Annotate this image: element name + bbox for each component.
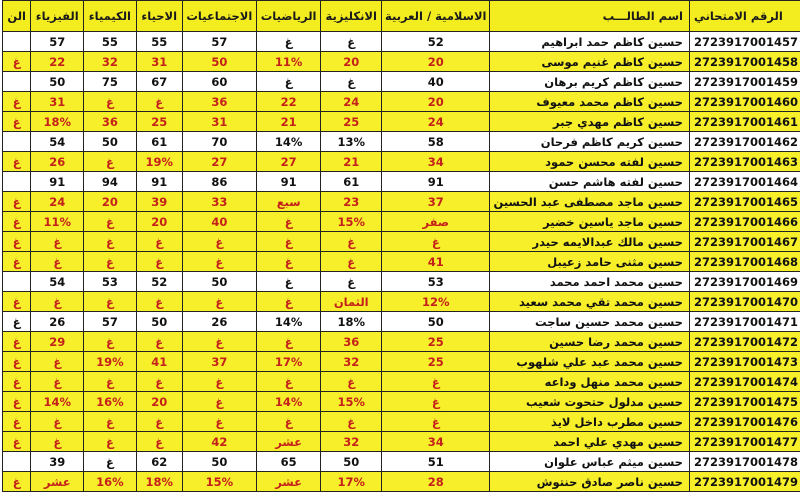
grade-cell: 50: [182, 452, 256, 472]
grade-cell: 58: [382, 132, 490, 152]
grade-cell: 31: [31, 92, 84, 112]
exam-number-cell: 2723917001473: [689, 352, 800, 372]
grade-cell: 25: [382, 352, 490, 372]
grade-cell: 15%: [321, 392, 382, 412]
grade-cell: غ: [382, 232, 490, 252]
grade-cell: غ: [382, 392, 490, 412]
student-name-cell: حسين محمد احمد محمد: [490, 272, 689, 292]
grade-cell: 41: [136, 352, 182, 372]
table-row: [3, 172, 800, 192]
grade-cell: غ: [182, 412, 256, 432]
exam-number-cell: 2723917001477: [689, 432, 800, 452]
exam-number-cell: 2723917001475: [689, 392, 800, 412]
grade-cell: 25: [136, 112, 182, 132]
header-cell: الن: [3, 1, 31, 32]
grade-cell: 54: [31, 132, 84, 152]
grade-cell: 54: [31, 272, 84, 292]
exam-number-cell: 2723917001462: [689, 132, 800, 152]
grade-cell: 14%: [256, 392, 321, 412]
grade-cell: غ: [84, 152, 136, 172]
grade-cell: 37: [382, 192, 490, 212]
exam-number-cell: 2723917001469: [689, 272, 800, 292]
grade-cell: غ: [256, 332, 321, 352]
grade-cell: غ: [136, 412, 182, 432]
grade-cell: 55: [136, 32, 182, 52]
student-name-cell: حسين ماجد ياسين خضير: [490, 212, 689, 232]
grade-cell: 70: [182, 132, 256, 152]
grade-cell: [3, 72, 31, 92]
grade-cell: 16%: [84, 392, 136, 412]
grade-cell: 13%: [321, 132, 382, 152]
grade-cell: غ: [321, 272, 382, 292]
exam-number-cell: 2723917001460: [689, 92, 800, 112]
grade-cell: غ: [84, 332, 136, 352]
grade-cell: غ: [256, 212, 321, 232]
exam-number-cell: 2723917001459: [689, 72, 800, 92]
grade-cell: 91: [382, 172, 490, 192]
grade-cell: غ: [3, 352, 31, 372]
student-name-cell: حسين مطرب داخل لايذ: [490, 412, 689, 432]
student-name-cell: حسين محمد عبد علي شلهوب: [490, 352, 689, 372]
student-name-cell: حسين كاظم كريم برهان: [490, 72, 689, 92]
grade-cell: 20: [382, 52, 490, 72]
grade-cell: 23: [321, 192, 382, 212]
grade-cell: غ: [3, 372, 31, 392]
table-row: [3, 332, 800, 352]
grade-cell: 25: [321, 112, 382, 132]
grade-cell: غ: [31, 412, 84, 432]
grade-cell: 62: [136, 452, 182, 472]
student-name-cell: حسين ماجد مصطفى عبد الحسين: [490, 192, 689, 212]
grade-cell: غ: [3, 472, 31, 492]
grade-cell: غ: [136, 252, 182, 272]
grade-cell: 17%: [256, 352, 321, 372]
grade-cell: غ: [3, 432, 31, 452]
grade-cell: 37: [182, 352, 256, 372]
grade-cell: 91: [256, 172, 321, 192]
header-cell: الاجتماعيات: [182, 1, 256, 32]
grade-cell: 50: [84, 132, 136, 152]
grade-cell: 15%: [321, 212, 382, 232]
grade-cell: 32: [84, 52, 136, 72]
grade-cell: 19%: [136, 152, 182, 172]
student-name-cell: حسين محمد حسين ساجت: [490, 312, 689, 332]
grade-cell: غ: [3, 232, 31, 252]
grade-cell: 32: [321, 432, 382, 452]
grade-cell: غ: [84, 432, 136, 452]
grade-cell: غ: [321, 412, 382, 432]
exam-number-cell: 2723917001474: [689, 372, 800, 392]
grade-cell: 50: [321, 452, 382, 472]
grade-cell: 22: [256, 92, 321, 112]
grade-cell: 18%: [321, 312, 382, 332]
grade-cell: غ: [182, 332, 256, 352]
table-row: [3, 352, 800, 372]
grade-cell: غ: [3, 192, 31, 212]
grade-cell: غ: [182, 252, 256, 272]
grade-cell: 14%: [256, 132, 321, 152]
grade-cell: 33: [182, 192, 256, 212]
exam-number-cell: 2723917001461: [689, 112, 800, 132]
exam-number-cell: 2723917001470: [689, 292, 800, 312]
grade-cell: غ: [136, 92, 182, 112]
grade-cell: 91: [136, 172, 182, 192]
student-name-cell: حسين لفته هاشم حسن: [490, 172, 689, 192]
student-name-cell: حسين كاظم محمد معيوف: [490, 92, 689, 112]
grade-cell: غ: [3, 312, 31, 332]
table-row: [3, 232, 800, 252]
grade-cell: 19%: [84, 352, 136, 372]
student-name-cell: حسين مهدي علي احمد: [490, 432, 689, 452]
table-row: [3, 52, 800, 72]
table-row: [3, 212, 800, 232]
grade-cell: غ: [31, 432, 84, 452]
grade-cell: غ: [321, 72, 382, 92]
grade-cell: غ: [321, 32, 382, 52]
exam-number-cell: 2723917001479: [689, 472, 800, 492]
table-row: [3, 472, 800, 492]
grade-cell: غ: [256, 412, 321, 432]
student-name-cell: حسين مدلول حتحوت شعيب: [490, 392, 689, 412]
grade-cell: 26: [31, 152, 84, 172]
grade-cell: 50: [31, 72, 84, 92]
exam-number-cell: 2723917001465: [689, 192, 800, 212]
grade-cell: 29: [31, 332, 84, 352]
table-row: [3, 132, 800, 152]
header-cell: الكيمياء: [84, 1, 136, 32]
grade-cell: غ: [321, 232, 382, 252]
table-row: [3, 412, 800, 432]
grade-cell: 28: [382, 472, 490, 492]
grade-cell: 52: [136, 272, 182, 292]
grade-cell: 55: [84, 32, 136, 52]
grade-cell: غ: [256, 292, 321, 312]
grade-cell: 36: [84, 112, 136, 132]
grade-cell: غ: [256, 272, 321, 292]
grade-cell: غ: [321, 372, 382, 392]
grade-cell: غ: [31, 232, 84, 252]
table-row: [3, 112, 800, 132]
grade-cell: 20: [84, 192, 136, 212]
grade-cell: غ: [136, 372, 182, 392]
grade-cell: غ: [31, 252, 84, 272]
grade-cell: غ: [136, 232, 182, 252]
grade-cell: 61: [321, 172, 382, 192]
header-cell: الاحياء: [136, 1, 182, 32]
grade-cell: 18%: [31, 112, 84, 132]
grade-cell: غ: [84, 372, 136, 392]
student-name-cell: حسين ناصر صادق حنتوش: [490, 472, 689, 492]
exam-number-cell: 2723917001458: [689, 52, 800, 72]
grade-cell: 16%: [84, 472, 136, 492]
grade-cell: غ: [3, 152, 31, 172]
grade-cell: 50: [182, 52, 256, 72]
grade-cell: غ: [3, 112, 31, 132]
grade-cell: غ: [321, 252, 382, 272]
grade-cell: 34: [382, 152, 490, 172]
grade-cell: 15%: [182, 472, 256, 492]
grade-cell: [3, 452, 31, 472]
grade-cell: [3, 32, 31, 52]
student-name-cell: حسين كريم كاظم فرحان: [490, 132, 689, 152]
grade-cell: غ: [182, 392, 256, 412]
student-name-cell: حسين مالك عبدالايمه حيدر: [490, 232, 689, 252]
grade-cell: 75: [84, 72, 136, 92]
header-row: [3, 1, 800, 32]
grade-cell: 24: [321, 92, 382, 112]
grade-cell: 21: [321, 152, 382, 172]
student-name-cell: حسين محمد منهل وداعه: [490, 372, 689, 392]
exam-number-cell: 2723917001472: [689, 332, 800, 352]
exam-number-cell: 2723917001476: [689, 412, 800, 432]
grade-cell: 53: [84, 272, 136, 292]
grade-cell: غ: [382, 372, 490, 392]
grade-cell: غ: [84, 212, 136, 232]
grade-cell: 22: [31, 52, 84, 72]
grade-cell: غ: [3, 92, 31, 112]
grade-cell: غ: [3, 412, 31, 432]
grade-cell: 39: [136, 192, 182, 212]
student-name-cell: حسين مثنى حامد زعيبل: [490, 252, 689, 272]
grade-cell: غ: [136, 332, 182, 352]
table-row: [3, 152, 800, 172]
grade-cell: غ: [31, 292, 84, 312]
grade-cell: 41: [382, 252, 490, 272]
exam-number-cell: 2723917001464: [689, 172, 800, 192]
table-row: [3, 192, 800, 212]
grade-cell: 57: [84, 312, 136, 332]
grade-cell: عشر: [256, 432, 321, 452]
grade-cell: غ: [3, 392, 31, 412]
grade-cell: غ: [31, 352, 84, 372]
grade-cell: 57: [182, 32, 256, 52]
exam-number-cell: 2723917001468: [689, 252, 800, 272]
grade-cell: 31: [136, 52, 182, 72]
exam-number-cell: 2723917001463: [689, 152, 800, 172]
grade-cell: 94: [84, 172, 136, 192]
grade-cell: 50: [136, 312, 182, 332]
exam-number-cell: 2723917001466: [689, 212, 800, 232]
grade-cell: غ: [136, 432, 182, 452]
grade-cell: 86: [182, 172, 256, 192]
grade-cell: غ: [256, 72, 321, 92]
grade-cell: غ: [3, 292, 31, 312]
exam-number-cell: 2723917001478: [689, 452, 800, 472]
grade-cell: 11%: [256, 52, 321, 72]
grade-cell: 34: [382, 432, 490, 452]
table-row: [3, 292, 800, 312]
header-cell: الرقم الامتحاني: [689, 1, 800, 32]
grade-cell: 51: [382, 452, 490, 472]
grade-cell: 91: [31, 172, 84, 192]
table-row: [3, 432, 800, 452]
grade-cell: 60: [182, 72, 256, 92]
student-name-cell: حسين ميثم عباس علوان: [490, 452, 689, 472]
grade-cell: 36: [321, 332, 382, 352]
grade-cell: 21: [256, 112, 321, 132]
grade-cell: غ: [3, 252, 31, 272]
grade-cell: غ: [182, 292, 256, 312]
grade-cell: غ: [3, 52, 31, 72]
grade-cell: 20: [321, 52, 382, 72]
grade-cell: غ: [182, 372, 256, 392]
grade-cell: سبع: [256, 192, 321, 212]
grade-cell: 25: [382, 332, 490, 352]
grade-cell: 57: [31, 32, 84, 52]
grade-cell: غ: [3, 212, 31, 232]
grade-cell: 50: [382, 312, 490, 332]
table-row: [3, 452, 800, 472]
grade-cell: 18%: [136, 472, 182, 492]
table-row: [3, 372, 800, 392]
grade-cell: غ: [31, 372, 84, 392]
grade-cell: غ: [84, 452, 136, 472]
grade-cell: غ: [84, 92, 136, 112]
grade-cell: 11%: [31, 212, 84, 232]
grade-cell: غ: [256, 252, 321, 272]
header-cell: الاسلامية / العربية: [382, 1, 490, 32]
grade-cell: [3, 172, 31, 192]
header-cell: الفيزياء: [31, 1, 84, 32]
grade-cell: 32: [321, 352, 382, 372]
table-row: [3, 312, 800, 332]
grade-cell: 24: [382, 112, 490, 132]
results-table: [2, 0, 800, 492]
grade-cell: [3, 272, 31, 292]
table-body: [3, 32, 800, 492]
grade-cell: 40: [382, 72, 490, 92]
grade-cell: غ: [3, 332, 31, 352]
header-cell: اسم الطالـــب: [490, 1, 689, 32]
grade-cell: 14%: [256, 312, 321, 332]
grade-cell: 20: [382, 92, 490, 112]
grade-cell: الثمان: [321, 292, 382, 312]
student-name-cell: حسين كاظم غنيم موسى: [490, 52, 689, 72]
grade-cell: عشر: [31, 472, 84, 492]
grade-cell: غ: [136, 292, 182, 312]
grade-cell: 17%: [321, 472, 382, 492]
grade-cell: 39: [31, 452, 84, 472]
grade-cell: غ: [256, 232, 321, 252]
grade-cell: 31: [182, 112, 256, 132]
grade-cell: غ: [84, 412, 136, 432]
grade-cell: غ: [84, 292, 136, 312]
grade-cell: 53: [382, 272, 490, 292]
student-name-cell: حسين لفته محسن حمود: [490, 152, 689, 172]
grade-cell: 65: [256, 452, 321, 472]
grade-cell: غ: [182, 232, 256, 252]
grade-cell: 67: [136, 72, 182, 92]
exam-number-cell: 2723917001467: [689, 232, 800, 252]
table-row: [3, 92, 800, 112]
header-cell: الرياضيات: [256, 1, 321, 32]
grade-cell: 40: [182, 212, 256, 232]
student-name-cell: حسين كاظم حمد ابراهيم: [490, 32, 689, 52]
table-row: [3, 272, 800, 292]
table-row: [3, 252, 800, 272]
grade-cell: 27: [182, 152, 256, 172]
student-name-cell: حسين كاظم مهدي جبر: [490, 112, 689, 132]
grade-cell: 27: [256, 152, 321, 172]
grade-cell: غ: [84, 232, 136, 252]
grade-cell: صفر: [382, 212, 490, 232]
grade-cell: غ: [84, 252, 136, 272]
grade-cell: 42: [182, 432, 256, 452]
grade-cell: 52: [382, 32, 490, 52]
grade-cell: عشر: [256, 472, 321, 492]
exam-number-cell: 2723917001457: [689, 32, 800, 52]
grade-cell: 26: [182, 312, 256, 332]
grade-cell: غ: [382, 412, 490, 432]
grade-cell: 12%: [382, 292, 490, 312]
grade-cell: 20: [136, 392, 182, 412]
grade-cell: 14%: [31, 392, 84, 412]
grade-cell: 61: [136, 132, 182, 152]
grade-cell: 36: [182, 92, 256, 112]
table-row: [3, 72, 800, 92]
student-name-cell: حسين محمد تقي محمد سعيد: [490, 292, 689, 312]
header-cell: الانكليزية: [321, 1, 382, 32]
grade-cell: [3, 132, 31, 152]
grade-cell: 24: [31, 192, 84, 212]
student-name-cell: حسين محمد رضا حسين: [490, 332, 689, 352]
exam-number-cell: 2723917001471: [689, 312, 800, 332]
grade-cell: 50: [182, 272, 256, 292]
grade-cell: غ: [256, 32, 321, 52]
grade-cell: 20: [136, 212, 182, 232]
table-row: [3, 32, 800, 52]
grade-cell: غ: [256, 372, 321, 392]
grade-cell: 26: [31, 312, 84, 332]
table-row: [3, 392, 800, 412]
